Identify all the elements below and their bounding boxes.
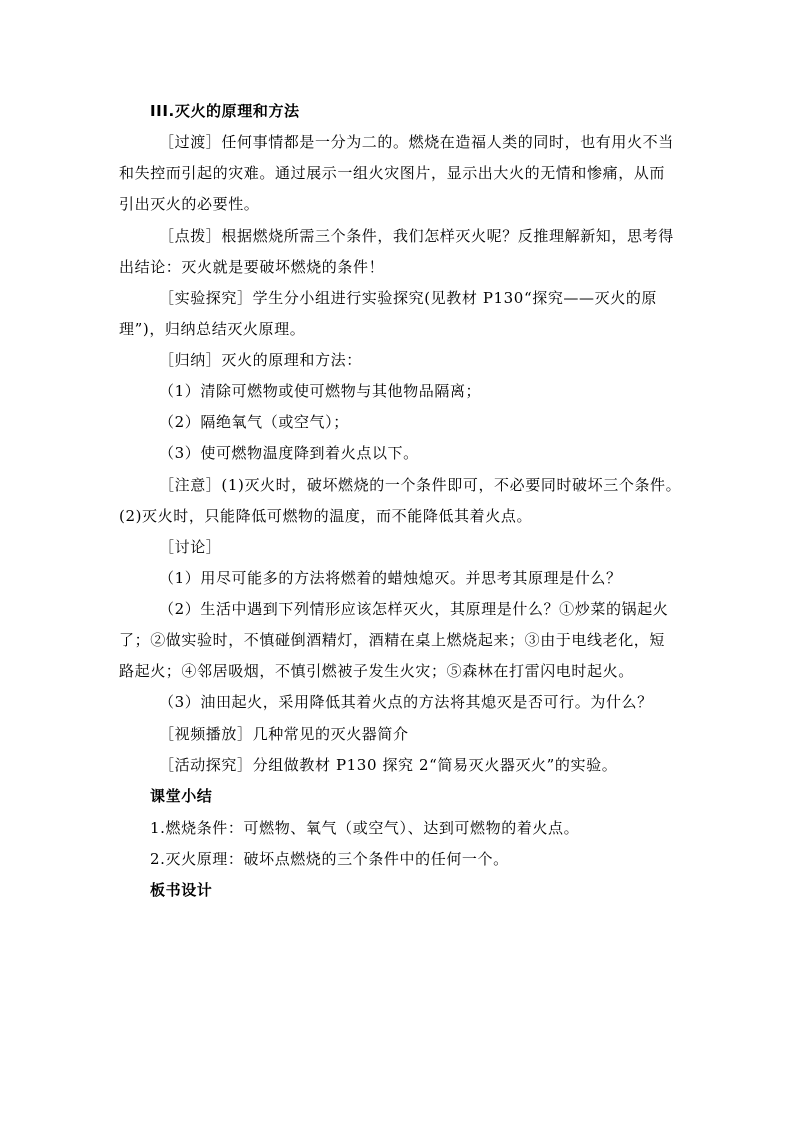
video-line: ［视频播放］几种常见的灭火器简介 — [159, 725, 409, 743]
method-item: （2）隔绝氧气（或空气）； — [159, 413, 349, 431]
guidance-line-2: 出结论：灭火就是要破坏燃烧的条件！ — [119, 258, 385, 276]
board-design-heading: 板书设计 — [150, 881, 213, 899]
class-summary-item: 2.灭火原理：破坏点燃烧的三个条件中的任何一个。 — [150, 850, 509, 868]
experiment-line-1: ［实验探究］学生分小组进行实验探究(见教材 P130“探究——灭火的原 — [159, 289, 658, 307]
experiment-line-2: 理”)，归纳总结灭火原理。 — [119, 320, 306, 338]
transition-line-1: ［过渡］任何事情都是一分为二的。燃烧在造福人类的同时，也有用火不当 — [159, 133, 674, 151]
activity-line: ［活动探究］分组做教材 P130 探究 2“简易灭火器灭火”的实验。 — [159, 756, 618, 774]
method-item: （1）清除可燃物或使可燃物与其他物品隔离； — [159, 382, 482, 400]
method-item: （3）使可燃物温度降到着火点以下。 — [159, 444, 419, 462]
note-line-2: (2)灭火时，只能降低可燃物的温度，而不能降低其着火点。 — [119, 507, 533, 525]
transition-line-3: 引出灭火的必要性。 — [119, 195, 260, 213]
discussion-item: （1）用尽可能多的方法将燃着的蜡烛熄灭。并思考其原理是什么？ — [159, 569, 622, 587]
summary-intro: ［归纳］灭火的原理和方法： — [159, 351, 362, 369]
class-summary-heading: 课堂小结 — [150, 787, 213, 805]
discussion-label: ［讨论］ — [159, 538, 222, 556]
discussion-item: （3）油田起火，采用降低其着火点的方法将其熄灭是否可行。为什么？ — [159, 693, 653, 711]
section-heading: III.灭火的原理和方法 — [150, 102, 300, 120]
transition-line-2: 和失控而引起的灾难。通过展示一组火灾图片，显示出大火的无情和惨痛，从而 — [119, 164, 666, 182]
class-summary-item: 1.燃烧条件：可燃物、氧气（或空气）、达到可燃物的着火点。 — [150, 819, 580, 837]
discussion-item: 了；②做实验时，不慎碰倒酒精灯，酒精在桌上燃烧起来；③由于电线老化，短 — [119, 631, 666, 649]
note-line-1: ［注意］(1)灭火时，破坏燃烧的一个条件即可，不必要同时破坏三个条件。 — [159, 476, 682, 494]
guidance-line-1: ［点拨］根据燃烧所需三个条件，我们怎样灭火呢？反推理解新知，思考得 — [159, 227, 674, 245]
discussion-item: （2）生活中遇到下列情形应该怎样灭火，其原理是什么？①炒菜的锅起火 — [159, 600, 669, 618]
discussion-item: 路起火；④邻居吸烟，不慎引燃被子发生火灾；⑤森林在打雷闪电时起火。 — [119, 662, 634, 680]
